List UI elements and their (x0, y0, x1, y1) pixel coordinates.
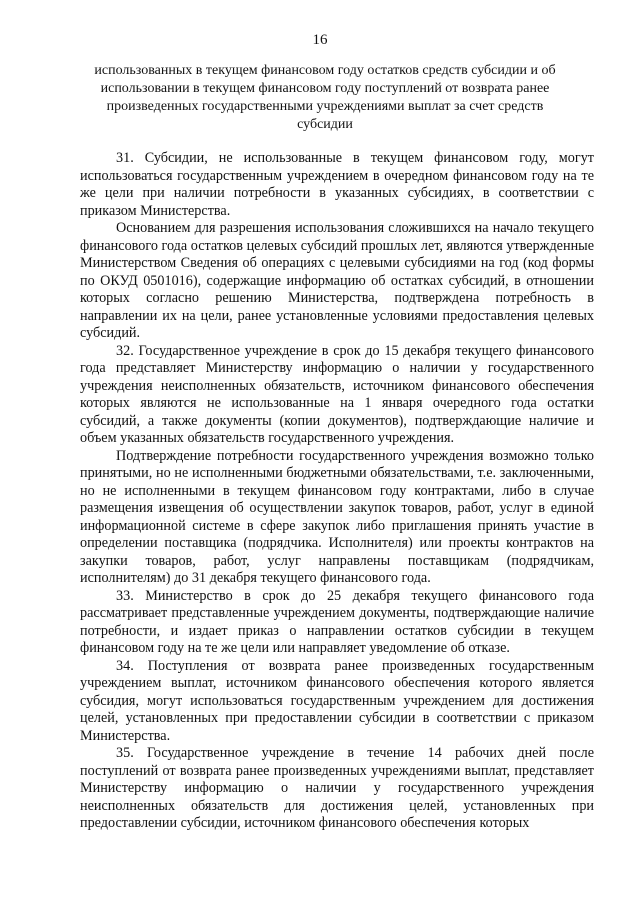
paragraph-basis: Основанием для разрешения использования сложившихся на начало текущего финансового года остатков целевых субсидий прошлых лет, являются утвержденные Министерством Сведения об операциях с целевыми субсидиями на год (код формы по ОКУД 0501016), содержащие информацию об остатках субсидий, в отношении которых согласно решению Министерства, подтверждена потребность в направлении их на цели, ранее установленные условиями предоставления целевых субсидий. (80, 220, 594, 341)
paragraph-33: 33. Министерство в срок до 25 декабря текущего финансового года рассматривает представленные учреждением документы, подтверждающие наличие потребности, и издает приказ о направлении остатков субсидии в текущем финансовом году на те же цели или направляет уведомление об отказе. (80, 587, 594, 656)
document-body (80, 150, 594, 833)
paragraph-35: 35. Государственное учреждение в течение 14 рабочих дней после поступлений от возврата ранее произведенных учреждениями выплат, представляет Министерству информацию о наличии у государственного учреждения неисполненных обязательств для достижения целей, установленных при предоставлении субсидии, источником финансового обеспечения которых (80, 745, 594, 831)
paragraph-confirmation: Подтверждение потребности государственного учреждения возможно только принятыми, но не исполненными бюджетными обязательствами, т.е. заключенными, но не исполненными в текущем финансовом году контрактами, либо в случае размещения извещения об осуществлении закупок товаров, работ, услуг в единой информационной системе в сфере закупок либо приглашения принять участие в определении поставщика (подрядчика. Исполнителя) или проекты контрактов на закупки товаров, работ, услуг направлены поставщикам (подрядчикам, исполнителям) до 31 декабря текущего финансового года. (80, 447, 594, 586)
section-heading: использованных в текущем финансовом году остатков средств субсидии и об использовании в текущем финансовом году поступлений от возврата ранее произведенных государственными учреждениями выплат за счет средств субсидии (94, 63, 556, 132)
paragraph-32: 32. Государственное учреждение в срок до 15 декабря текущего финансового года представляет Министерству информацию о наличии у государственного учреждения неисполненных обязательств, источником финансового обеспечения которых являются не использованные на 1 января очередного года остатки субсидий, а также документы (копии документов), подтверждающие наличие и объем указанных обязательств государственного учреждения. (80, 342, 594, 446)
page-number: 16 (312, 32, 328, 48)
paragraph-31: 31. Субсидии, не использованные в текущем финансовом году, могут использоваться государственным учреждением в очередном финансовом году на те же цели при наличии потребности в указанных субсидиях, в соответствии с приказом Министерства. (80, 150, 594, 219)
paragraph-34: 34. Поступления от возврата ранее произведенных государственным учреждением выплат, источником финансового обеспечения которого является субсидия, могут использоваться государственным учреждением для достижения целей, установленных при предоставлении субсидии в соответствии с приказом Министерства. (80, 657, 594, 744)
